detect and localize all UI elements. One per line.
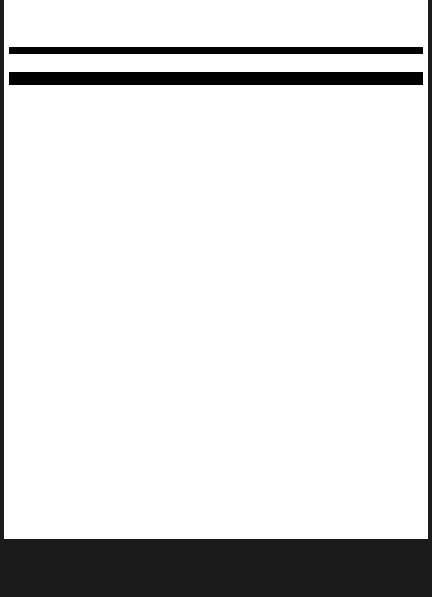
divider-thick [9, 47, 423, 54]
table-header [9, 54, 423, 72]
panel-title [9, 0, 423, 44]
footnotes [9, 85, 423, 87]
supplement-facts-panel [4, 0, 428, 539]
